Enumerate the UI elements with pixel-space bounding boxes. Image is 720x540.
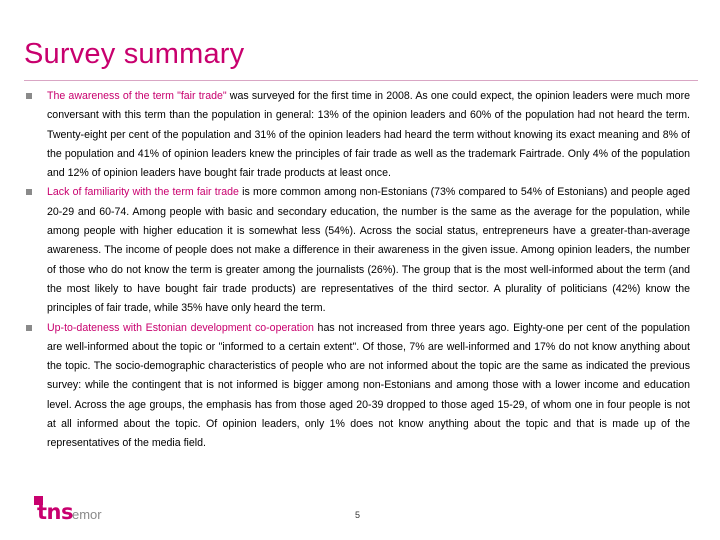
square-bullet-icon: [26, 325, 32, 331]
bullet-text: was surveyed for the first time in 2008. As one could expect, the opinion leaders were much more conversant with this term than the population in general: 13% of the opinion leaders and 60% of the population had not heard the term. Twenty-eight per cent of the population and 31% of the opinion leaders had heard the term without knowing its exact meaning and 8% of the population and 41% of opinion leaders knew the principles of fair trade as well as the trademark Fairtrade. Only 4% of the population and 12% of opinion leaders have bought fair trade products at least once.: [47, 90, 690, 180]
logo-mark: tns: [37, 500, 73, 524]
bullet-item: [24, 319, 690, 454]
tns-emor-logo: [34, 496, 102, 525]
page-number: 5: [355, 510, 361, 520]
bullet-text: has not increased from three years ago. Eighty-one per cent of the population are well-informed about the topic or "informed to a certain extent". Of those, 7% are well-informed and 17% do not know anything about the topic. The socio-demographic characteristics of people who are not informed about the topic are the same as indicated the previous survey: while the contingent that is not informed is bigger among non-Estonians and among those with a lower income and education level. Across the age groups, the emphasis has from those aged 20-39 dropped to those aged 15-29, of whom one in four people is not at all informed about the topic. Of opinion leaders, only 1% does not know anything about the topic and that is made up of the representatives of the media field.: [47, 321, 691, 450]
bullet-text: is more common among non-Estonians (73% compared to 54% of Estonians) and people aged 20-29 and 60-74. Among people with basic and secondary education, the number is the same as the average for the population, while among people with higher education it is somewhat less (54%). Across the social status, entrepreneurs have a greater-than-average awareness. The income of people does not make a difference in their awareness in the given issue. Among opinion leaders, the number of those who do not know the term is greater among the journalists (26%). The group that is the most well-informed about the term (and the most likely to have bought fair trade products) are representatives of the third sector. A plurality of politicians (42%) know the principles of fair trade, while 35% have only heard the term.: [47, 186, 690, 315]
square-bullet-icon: [26, 93, 32, 99]
bullet-highlight: Lack of familiarity with the term fair trade: [47, 186, 239, 199]
bullet-item: [24, 87, 690, 183]
page-title: Survey summary: [24, 38, 245, 70]
tns-logo-icon: [34, 496, 73, 524]
bullet-highlight: The awareness of the term "fair trade": [47, 90, 227, 102]
bullet-item: [24, 183, 690, 318]
logo-name: emor: [72, 507, 102, 522]
square-bullet-icon: [26, 189, 32, 195]
bullet-highlight: Up-to-dateness with Estonian development co-operation: [47, 321, 314, 334]
bullet-list: [24, 87, 690, 454]
title-divider: [24, 80, 698, 81]
